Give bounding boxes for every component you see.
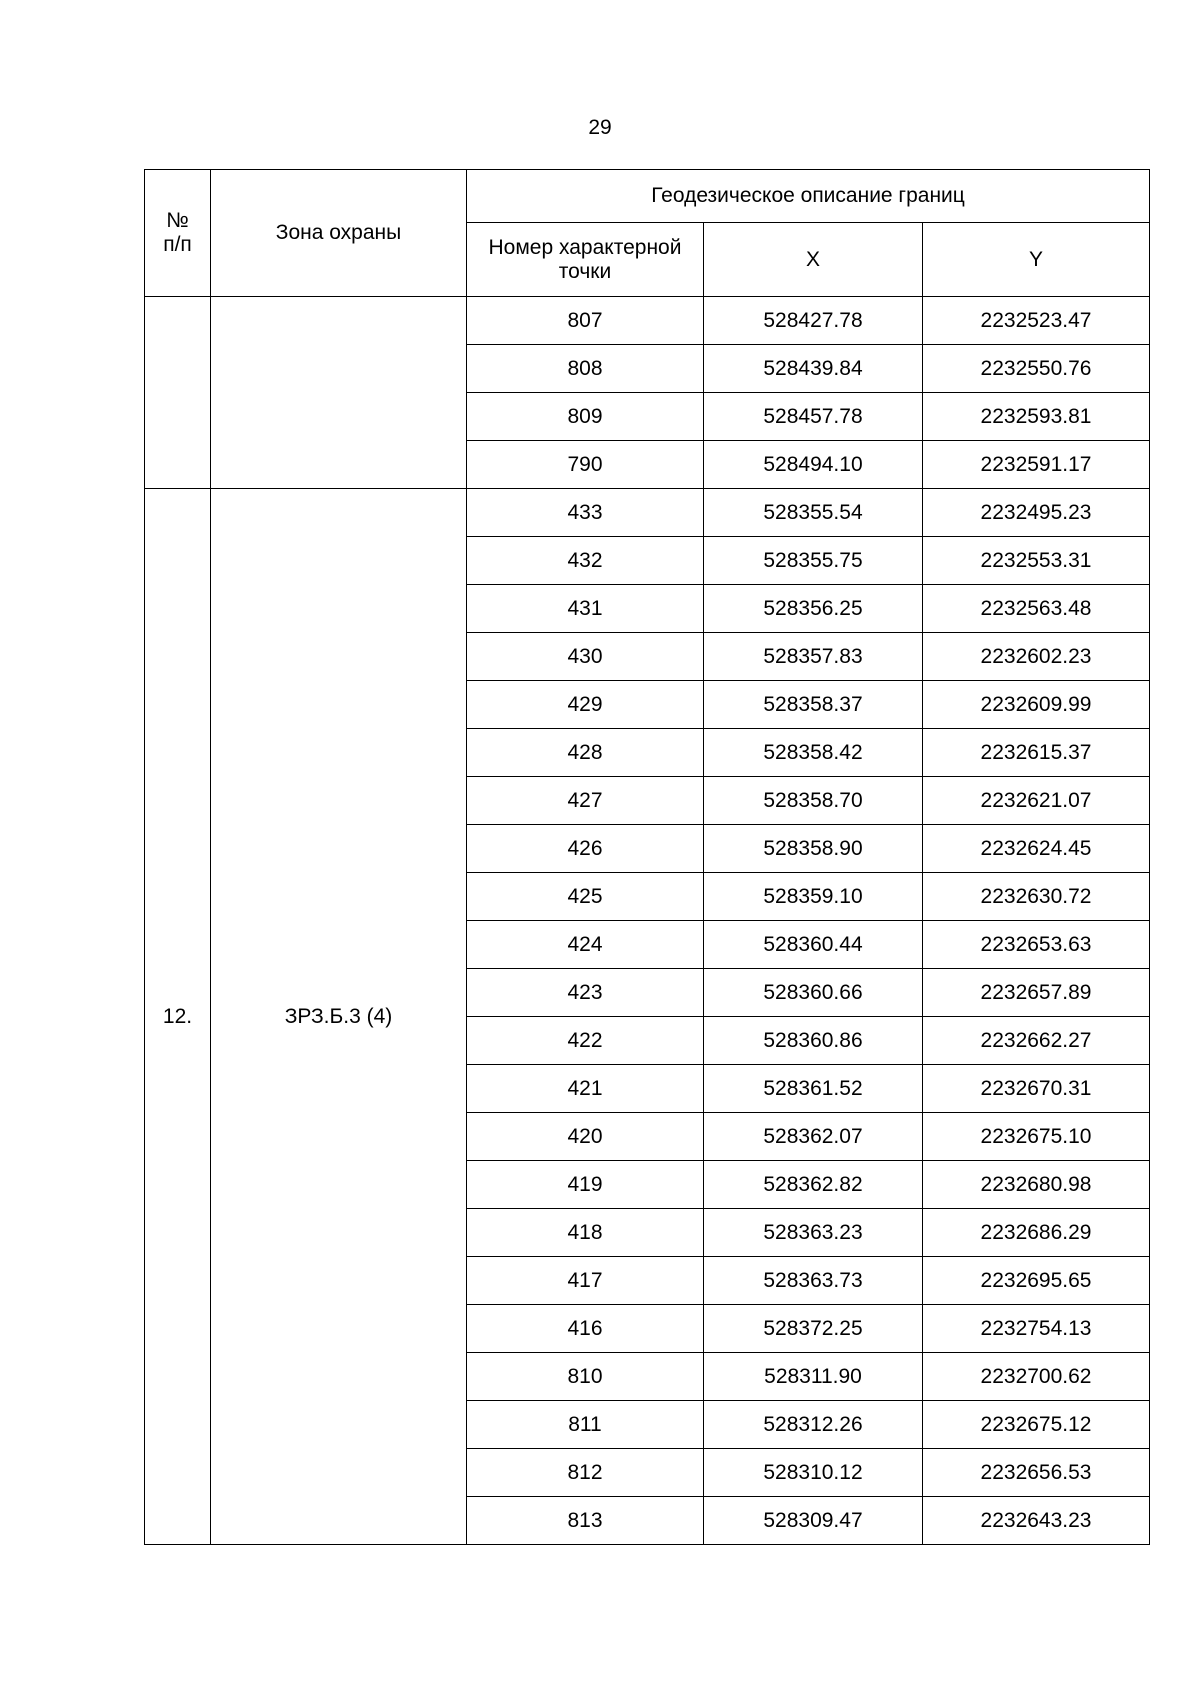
cell-y: 2232615.37 bbox=[923, 729, 1150, 777]
cell-point: 808 bbox=[467, 345, 704, 393]
cell-x: 528355.54 bbox=[704, 489, 923, 537]
cell-y: 2232657.89 bbox=[923, 969, 1150, 1017]
cell-point: 433 bbox=[467, 489, 704, 537]
cell-y: 2232609.99 bbox=[923, 681, 1150, 729]
cell-x: 528358.42 bbox=[704, 729, 923, 777]
cell-x: 528359.10 bbox=[704, 873, 923, 921]
cell-y: 2232662.27 bbox=[923, 1017, 1150, 1065]
cell-point: 427 bbox=[467, 777, 704, 825]
cell-point: 424 bbox=[467, 921, 704, 969]
cell-point: 419 bbox=[467, 1161, 704, 1209]
cell-y: 2232656.53 bbox=[923, 1449, 1150, 1497]
cell-x: 528309.47 bbox=[704, 1497, 923, 1545]
cell-x: 528358.70 bbox=[704, 777, 923, 825]
cell-x: 528358.37 bbox=[704, 681, 923, 729]
cell-x: 528439.84 bbox=[704, 345, 923, 393]
table-row bbox=[145, 489, 1150, 537]
cell-y: 2232621.07 bbox=[923, 777, 1150, 825]
header-point-line1: Номер характерной bbox=[488, 235, 682, 259]
cell-x: 528310.12 bbox=[704, 1449, 923, 1497]
table-body bbox=[145, 297, 1150, 1545]
cell-x: 528362.07 bbox=[704, 1113, 923, 1161]
header-num-line1: № bbox=[166, 209, 189, 232]
cell-y: 2232675.10 bbox=[923, 1113, 1150, 1161]
cell-point: 790 bbox=[467, 441, 704, 489]
cell-y: 2232624.45 bbox=[923, 825, 1150, 873]
cell-y: 2232680.98 bbox=[923, 1161, 1150, 1209]
cell-point: 430 bbox=[467, 633, 704, 681]
group-num-cell: 12. bbox=[145, 489, 211, 1545]
cell-x: 528312.26 bbox=[704, 1401, 923, 1449]
cell-point: 432 bbox=[467, 537, 704, 585]
header-point-line2: точки bbox=[558, 259, 612, 283]
cell-x: 528427.78 bbox=[704, 297, 923, 345]
cell-y: 2232630.72 bbox=[923, 873, 1150, 921]
header-geo: Геодезическое описание границ bbox=[467, 170, 1150, 223]
cell-x: 528360.44 bbox=[704, 921, 923, 969]
cell-y: 2232550.76 bbox=[923, 345, 1150, 393]
cell-x: 528363.73 bbox=[704, 1257, 923, 1305]
header-row-1 bbox=[145, 170, 1150, 223]
cell-y: 2232563.48 bbox=[923, 585, 1150, 633]
cell-y: 2232602.23 bbox=[923, 633, 1150, 681]
header-zone: Зона охраны bbox=[211, 170, 467, 297]
header-y: Y bbox=[923, 223, 1150, 297]
cell-y: 2232591.17 bbox=[923, 441, 1150, 489]
cell-point: 812 bbox=[467, 1449, 704, 1497]
cell-y: 2232553.31 bbox=[923, 537, 1150, 585]
cell-x: 528494.10 bbox=[704, 441, 923, 489]
cell-x: 528360.66 bbox=[704, 969, 923, 1017]
group-zone-cell: ЗРЗ.Б.3 (4) bbox=[211, 489, 467, 1545]
cell-y: 2232675.12 bbox=[923, 1401, 1150, 1449]
cell-x: 528356.25 bbox=[704, 585, 923, 633]
cell-x: 528372.25 bbox=[704, 1305, 923, 1353]
cell-x: 528457.78 bbox=[704, 393, 923, 441]
cell-y: 2232695.65 bbox=[923, 1257, 1150, 1305]
cell-y: 2232593.81 bbox=[923, 393, 1150, 441]
cell-y: 2232670.31 bbox=[923, 1065, 1150, 1113]
cell-point: 810 bbox=[467, 1353, 704, 1401]
cell-point: 426 bbox=[467, 825, 704, 873]
cell-y: 2232653.63 bbox=[923, 921, 1150, 969]
cell-point: 420 bbox=[467, 1113, 704, 1161]
cell-x: 528355.75 bbox=[704, 537, 923, 585]
cell-point: 423 bbox=[467, 969, 704, 1017]
cell-x: 528362.82 bbox=[704, 1161, 923, 1209]
cell-point: 429 bbox=[467, 681, 704, 729]
cell-x: 528358.90 bbox=[704, 825, 923, 873]
cell-point: 811 bbox=[467, 1401, 704, 1449]
cell-x: 528357.83 bbox=[704, 633, 923, 681]
cell-y: 2232523.47 bbox=[923, 297, 1150, 345]
cell-point: 809 bbox=[467, 393, 704, 441]
cell-y: 2232643.23 bbox=[923, 1497, 1150, 1545]
cell-x: 528311.90 bbox=[704, 1353, 923, 1401]
cell-x: 528360.86 bbox=[704, 1017, 923, 1065]
group-zone-cell bbox=[211, 297, 467, 489]
cell-x: 528363.23 bbox=[704, 1209, 923, 1257]
header-num bbox=[145, 170, 211, 297]
cell-point: 421 bbox=[467, 1065, 704, 1113]
cell-y: 2232686.29 bbox=[923, 1209, 1150, 1257]
header-point bbox=[467, 223, 704, 297]
cell-point: 425 bbox=[467, 873, 704, 921]
cell-point: 418 bbox=[467, 1209, 704, 1257]
cell-y: 2232495.23 bbox=[923, 489, 1150, 537]
cell-point: 417 bbox=[467, 1257, 704, 1305]
cell-point: 422 bbox=[467, 1017, 704, 1065]
header-x: X bbox=[704, 223, 923, 297]
cell-x: 528361.52 bbox=[704, 1065, 923, 1113]
cell-point: 416 bbox=[467, 1305, 704, 1353]
cell-point: 813 bbox=[467, 1497, 704, 1545]
cell-y: 2232754.13 bbox=[923, 1305, 1150, 1353]
cell-point: 428 bbox=[467, 729, 704, 777]
header-num-line2: п/п bbox=[163, 233, 192, 256]
cell-point: 807 bbox=[467, 297, 704, 345]
table-header bbox=[145, 170, 1150, 297]
cell-point: 431 bbox=[467, 585, 704, 633]
group-num-cell bbox=[145, 297, 211, 489]
table-row bbox=[145, 297, 1150, 345]
cell-y: 2232700.62 bbox=[923, 1353, 1150, 1401]
page-number: 29 bbox=[588, 116, 612, 139]
geodetic-table bbox=[144, 169, 1150, 1545]
